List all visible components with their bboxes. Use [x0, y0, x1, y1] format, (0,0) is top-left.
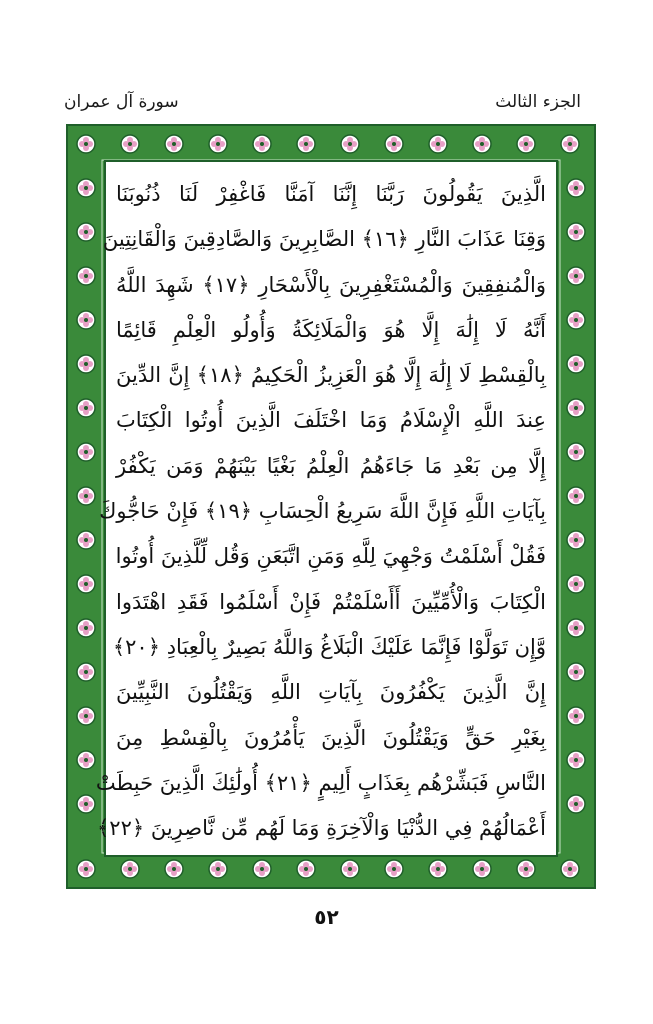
rosette-ornament — [77, 663, 95, 681]
rosette-ornament — [77, 795, 95, 813]
rosette-ornament — [567, 531, 585, 549]
verse-line: أَنَّهُ لَا إِلَٰهَ إِلَّا هُوَ وَالْمَلَائِكَةُ وَأُولُو الْعِلْمِ قَائِمًا — [116, 317, 546, 342]
rosette-ornament — [77, 135, 95, 153]
verse-line: بِآيَاتِ اللَّهِ فَإِنَّ اللَّهَ سَرِيعُ الْحِسَابِ ﴿١٩﴾ فَإِنْ حَاجُّوكَ — [99, 499, 546, 524]
rosette-ornament — [77, 355, 95, 373]
rosette-ornament — [77, 531, 95, 549]
verse-line: إِلَّا مِن بَعْدِ مَا جَاءَهُمُ الْعِلْمُ بَغْيًا بَيْنَهُمْ وَمَن يَكْفُرْ — [116, 453, 546, 478]
rosette-ornament — [77, 619, 95, 637]
rosette-ornament — [567, 795, 585, 813]
rosette-ornament — [165, 860, 183, 878]
rosette-ornament — [429, 135, 447, 153]
rosette-ornament — [341, 135, 359, 153]
rosette-ornament — [385, 135, 403, 153]
rosette-ornament — [341, 860, 359, 878]
rosette-ornament — [567, 707, 585, 725]
rosette-ornament — [165, 135, 183, 153]
rosette-ornament — [209, 860, 227, 878]
rosette-ornament — [567, 311, 585, 329]
rosette-ornament — [517, 860, 535, 878]
verse-line: وَالْمُنفِقِينَ وَالْمُسْتَغْفِرِينَ بِالْأَسْحَارِ ﴿١٧﴾ شَهِدَ اللَّهُ — [116, 272, 547, 297]
verse-line: النَّاسِ فَبَشِّرْهُم بِعَذَابٍ أَلِيمٍ ﴿٢١﴾ أُولَٰئِكَ الَّذِينَ حَبِطَتْ — [95, 770, 546, 795]
rosette-ornament — [77, 311, 95, 329]
rosette-ornament — [77, 707, 95, 725]
rosette-ornament — [567, 487, 585, 505]
rosette-ornament — [385, 860, 403, 878]
verse-line: الَّذِينَ يَقُولُونَ رَبَّنَا إِنَّنَا آمَنَّا فَاغْفِرْ لَنَا ذُنُوبَنَا — [116, 182, 546, 206]
rosette-ornament — [77, 575, 95, 593]
rosette-ornament — [209, 135, 227, 153]
rosette-ornament — [567, 355, 585, 373]
rosette-ornament — [567, 751, 585, 769]
rosette-ornament — [473, 135, 491, 153]
rosette-ornament — [77, 267, 95, 285]
verse-line: الْكِتَابَ وَالْأُمِّيِّينَ أَأَسْلَمْتُمْ فَإِنْ أَسْلَمُوا فَقَدِ اهْتَدَوا — [116, 589, 546, 614]
juz-label: الجزء الثالث — [495, 92, 581, 112]
rosette-ornament — [121, 135, 139, 153]
rosette-ornament — [567, 575, 585, 593]
rosette-ornament — [567, 267, 585, 285]
verse-line: فَقُلْ أَسْلَمْتُ وَجْهِيَ لِلَّهِ وَمَنِ اتَّبَعَنِ وَقُل لِّلَّذِينَ أُوتُوا — [115, 544, 546, 569]
page-number: ٥٢ — [314, 905, 339, 929]
rosette-ornament — [77, 179, 95, 197]
rosette-ornament — [567, 223, 585, 241]
rosette-ornament — [297, 135, 315, 153]
verse-line: بِالْقِسْطِ لَا إِلَٰهَ إِلَّا هُوَ الْعَزِيزُ الْحَكِيمُ ﴿١٨﴾ إِنَّ الدِّينَ — [116, 363, 547, 388]
verse-line: إِنَّ الَّذِينَ يَكْفُرُونَ بِآيَاتِ اللَّهِ وَيَقْتُلُونَ النَّبِيِّينَ — [116, 680, 546, 705]
rosette-ornament — [77, 860, 95, 878]
rosette-ornament — [567, 619, 585, 637]
rosette-ornament — [77, 223, 95, 241]
verse-line: وَّإِن تَوَلَّوْا فَإِنَّمَا عَلَيْكَ الْبَلَاغُ وَاللَّهُ بَصِيرٌ بِالْعِبَادِ ﴿٢٠﴾ — [112, 634, 546, 659]
verse-line: وَقِنَا عَذَابَ النَّارِ ﴿١٦﴾ الصَّابِرِينَ وَالصَّادِقِينَ وَالْقَانِتِينَ — [102, 227, 546, 252]
rosette-ornament — [77, 751, 95, 769]
rosette-ornament — [429, 860, 447, 878]
rosette-ornament — [77, 487, 95, 505]
rosette-ornament — [561, 860, 579, 878]
rosette-ornament — [77, 443, 95, 461]
text-panel — [95, 160, 558, 857]
rosette-ornament — [121, 860, 139, 878]
rosette-ornament — [567, 443, 585, 461]
rosette-ornament — [77, 399, 95, 417]
rosette-ornament — [517, 135, 535, 153]
rosette-ornament — [473, 860, 491, 878]
page-header — [0, 92, 653, 120]
verse-line: بِغَيْرِ حَقٍّ وَيَقْتُلُونَ الَّذِينَ يَأْمُرُونَ بِالْقِسْطِ مِنَ — [116, 725, 546, 750]
verse-line: عِندَ اللَّهِ الْإِسْلَامُ وَمَا اخْتَلَفَ الَّذِينَ أُوتُوا الْكِتَابَ — [116, 408, 546, 433]
rosette-ornament — [567, 179, 585, 197]
rosette-ornament — [561, 135, 579, 153]
verse-lines — [95, 172, 556, 851]
rosette-ornament — [297, 860, 315, 878]
rosette-ornament — [567, 663, 585, 681]
rosette-ornament — [253, 860, 271, 878]
verse-line: أَعْمَالُهُمْ فِي الدُّنْيَا وَالْآخِرَةِ وَمَا لَهُم مِّن نَّاصِرِينَ ﴿٢٢﴾ — [96, 816, 546, 841]
rosette-ornament — [567, 399, 585, 417]
rosette-ornament — [253, 135, 271, 153]
surah-label: سورة آل عمران — [64, 92, 179, 112]
